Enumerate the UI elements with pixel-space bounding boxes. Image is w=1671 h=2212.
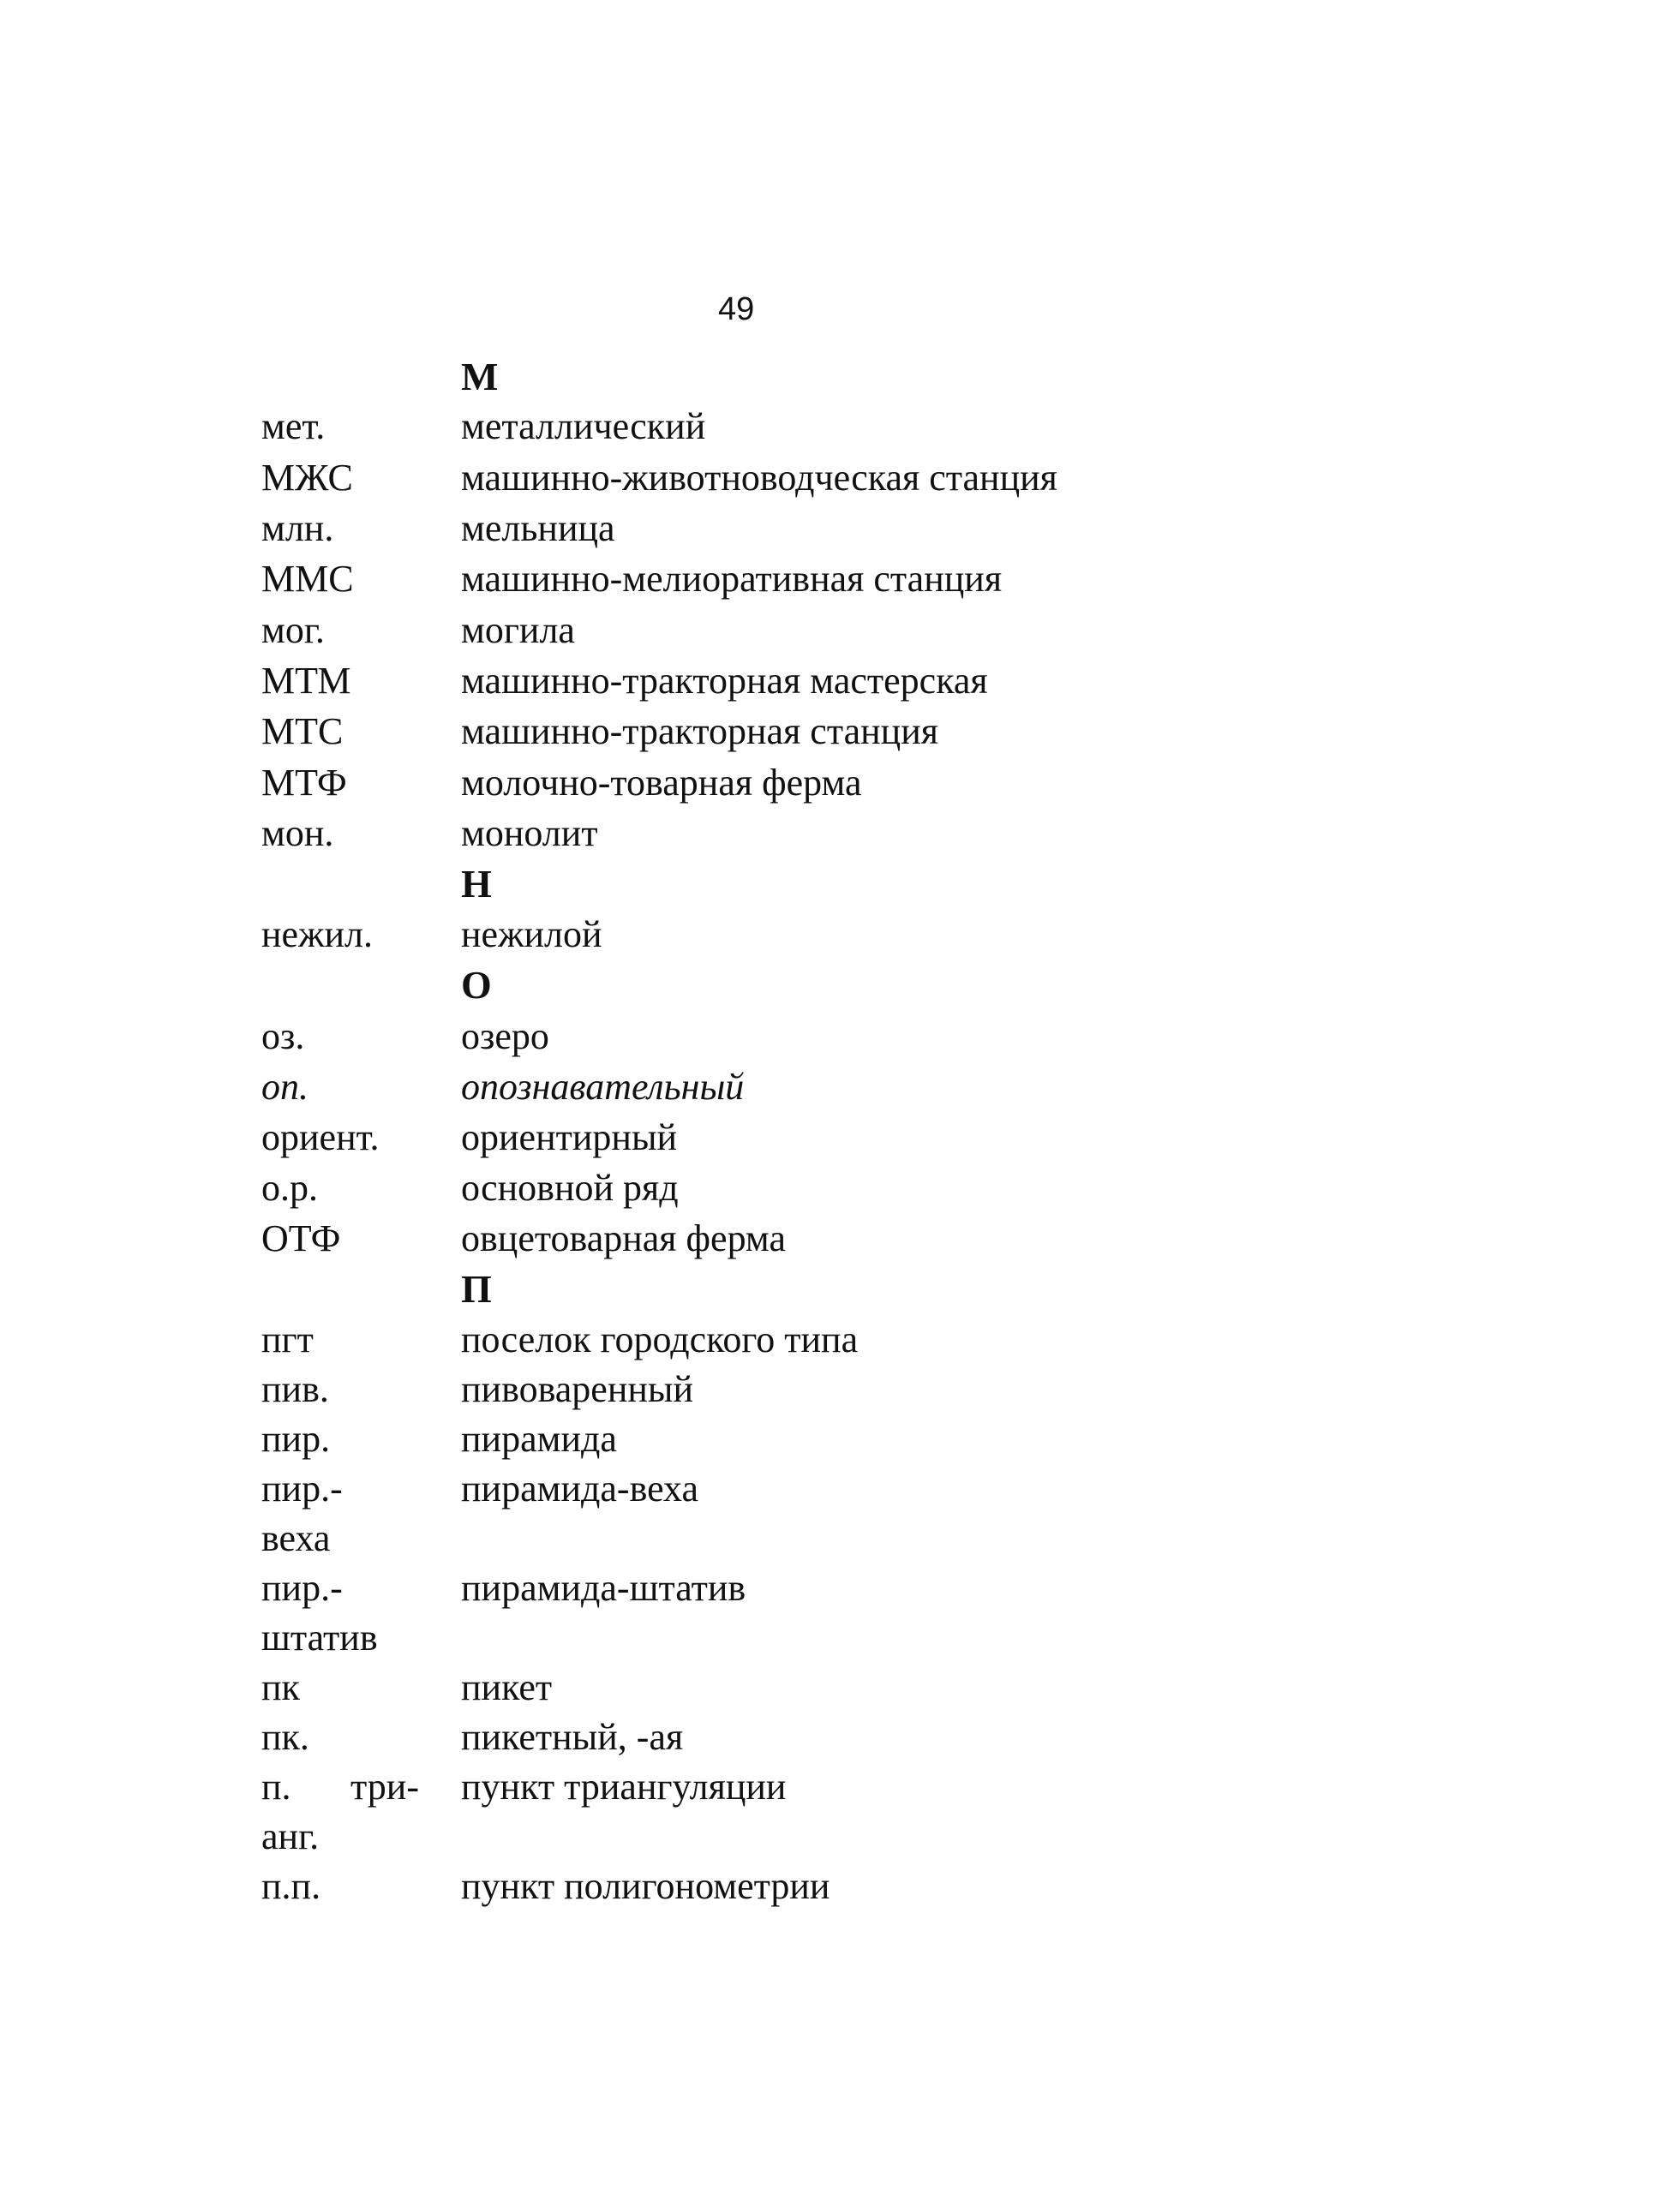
abbr-term: мон. (261, 812, 334, 854)
abbr-definition: ориентирный (461, 1116, 678, 1158)
abbr-term: ОТФ (261, 1217, 341, 1259)
abbr-term: мог. (261, 609, 325, 651)
abbr-term: пир. (261, 1418, 331, 1460)
abbr-term: МТС (261, 710, 344, 752)
abbr-definition: пивоваренный (461, 1368, 694, 1410)
abbr-term: пк. (261, 1716, 309, 1758)
abbr-definition: металлический (461, 405, 706, 447)
abbr-term: пив. (261, 1368, 329, 1410)
abbr-definition: поселок городского типа (461, 1318, 859, 1360)
abbr-definition: пирамида-веха (461, 1468, 698, 1510)
abbr-term: МТФ (261, 762, 347, 804)
abbr-term: млн. (261, 507, 334, 549)
abbr-definition: машинно-тракторная мастерская (461, 660, 988, 702)
abbr-definition: пункт полигонометрии (461, 1865, 830, 1907)
abbr-definition: машинно-мелиоративная станция (461, 558, 1003, 600)
abbr-term: оп. (261, 1066, 308, 1108)
abbr-term-continuation: веха (261, 1517, 331, 1559)
abbr-term-continuation: штатив (261, 1617, 378, 1659)
abbr-definition: пирамида-штатив (461, 1567, 746, 1609)
abbr-definition: молочно-товарная ферма (461, 762, 862, 804)
page-number: 49 (718, 291, 755, 327)
abbr-definition: опознавательный (461, 1066, 745, 1108)
abbr-definition: машинно-животноводческая станция (461, 457, 1057, 499)
abbr-term-part: три- (350, 1766, 419, 1808)
abbr-term: ММС (261, 558, 354, 600)
abbr-definition: мельница (461, 507, 615, 549)
section-letter-m: М (461, 355, 499, 398)
abbr-term-part: п. (261, 1766, 291, 1808)
abbr-definition: нежилой (461, 913, 602, 955)
abbr-term: оз. (261, 1015, 305, 1057)
section-letter-n: Н (461, 862, 492, 906)
abbr-term: п.п. (261, 1865, 321, 1907)
abbr-term: МТМ (261, 660, 351, 702)
section-letter-p: П (461, 1267, 492, 1311)
abbr-definition: машинно-тракторная станция (461, 710, 939, 752)
abbr-definition: основной ряд (461, 1167, 679, 1209)
abbr-term: ориент. (261, 1116, 380, 1158)
abbr-term (261, 1763, 419, 1811)
abbr-definition: могила (461, 609, 575, 651)
abbr-definition: пирамида (461, 1418, 617, 1460)
abbr-term: нежил. (261, 913, 373, 955)
abbr-term: пк (261, 1666, 300, 1708)
abbr-definition: овцетоварная ферма (461, 1217, 786, 1259)
abbr-definition: монолит (461, 812, 598, 854)
abbr-term: МЖС (261, 457, 353, 499)
abbr-term-continuation: анг. (261, 1815, 320, 1857)
abbr-definition: озеро (461, 1015, 549, 1057)
abbr-definition: пикет (461, 1666, 553, 1708)
abbr-definition: пункт триангуляции (461, 1766, 787, 1808)
abbr-term: пгт (261, 1318, 314, 1360)
abbr-definition: пикетный, -ая (461, 1716, 684, 1758)
abbr-term: о.р. (261, 1167, 318, 1209)
abbr-term: пир.- (261, 1468, 343, 1510)
section-letter-o: О (461, 963, 492, 1007)
abbr-term: мет. (261, 405, 326, 447)
abbr-term: пир.- (261, 1567, 343, 1609)
